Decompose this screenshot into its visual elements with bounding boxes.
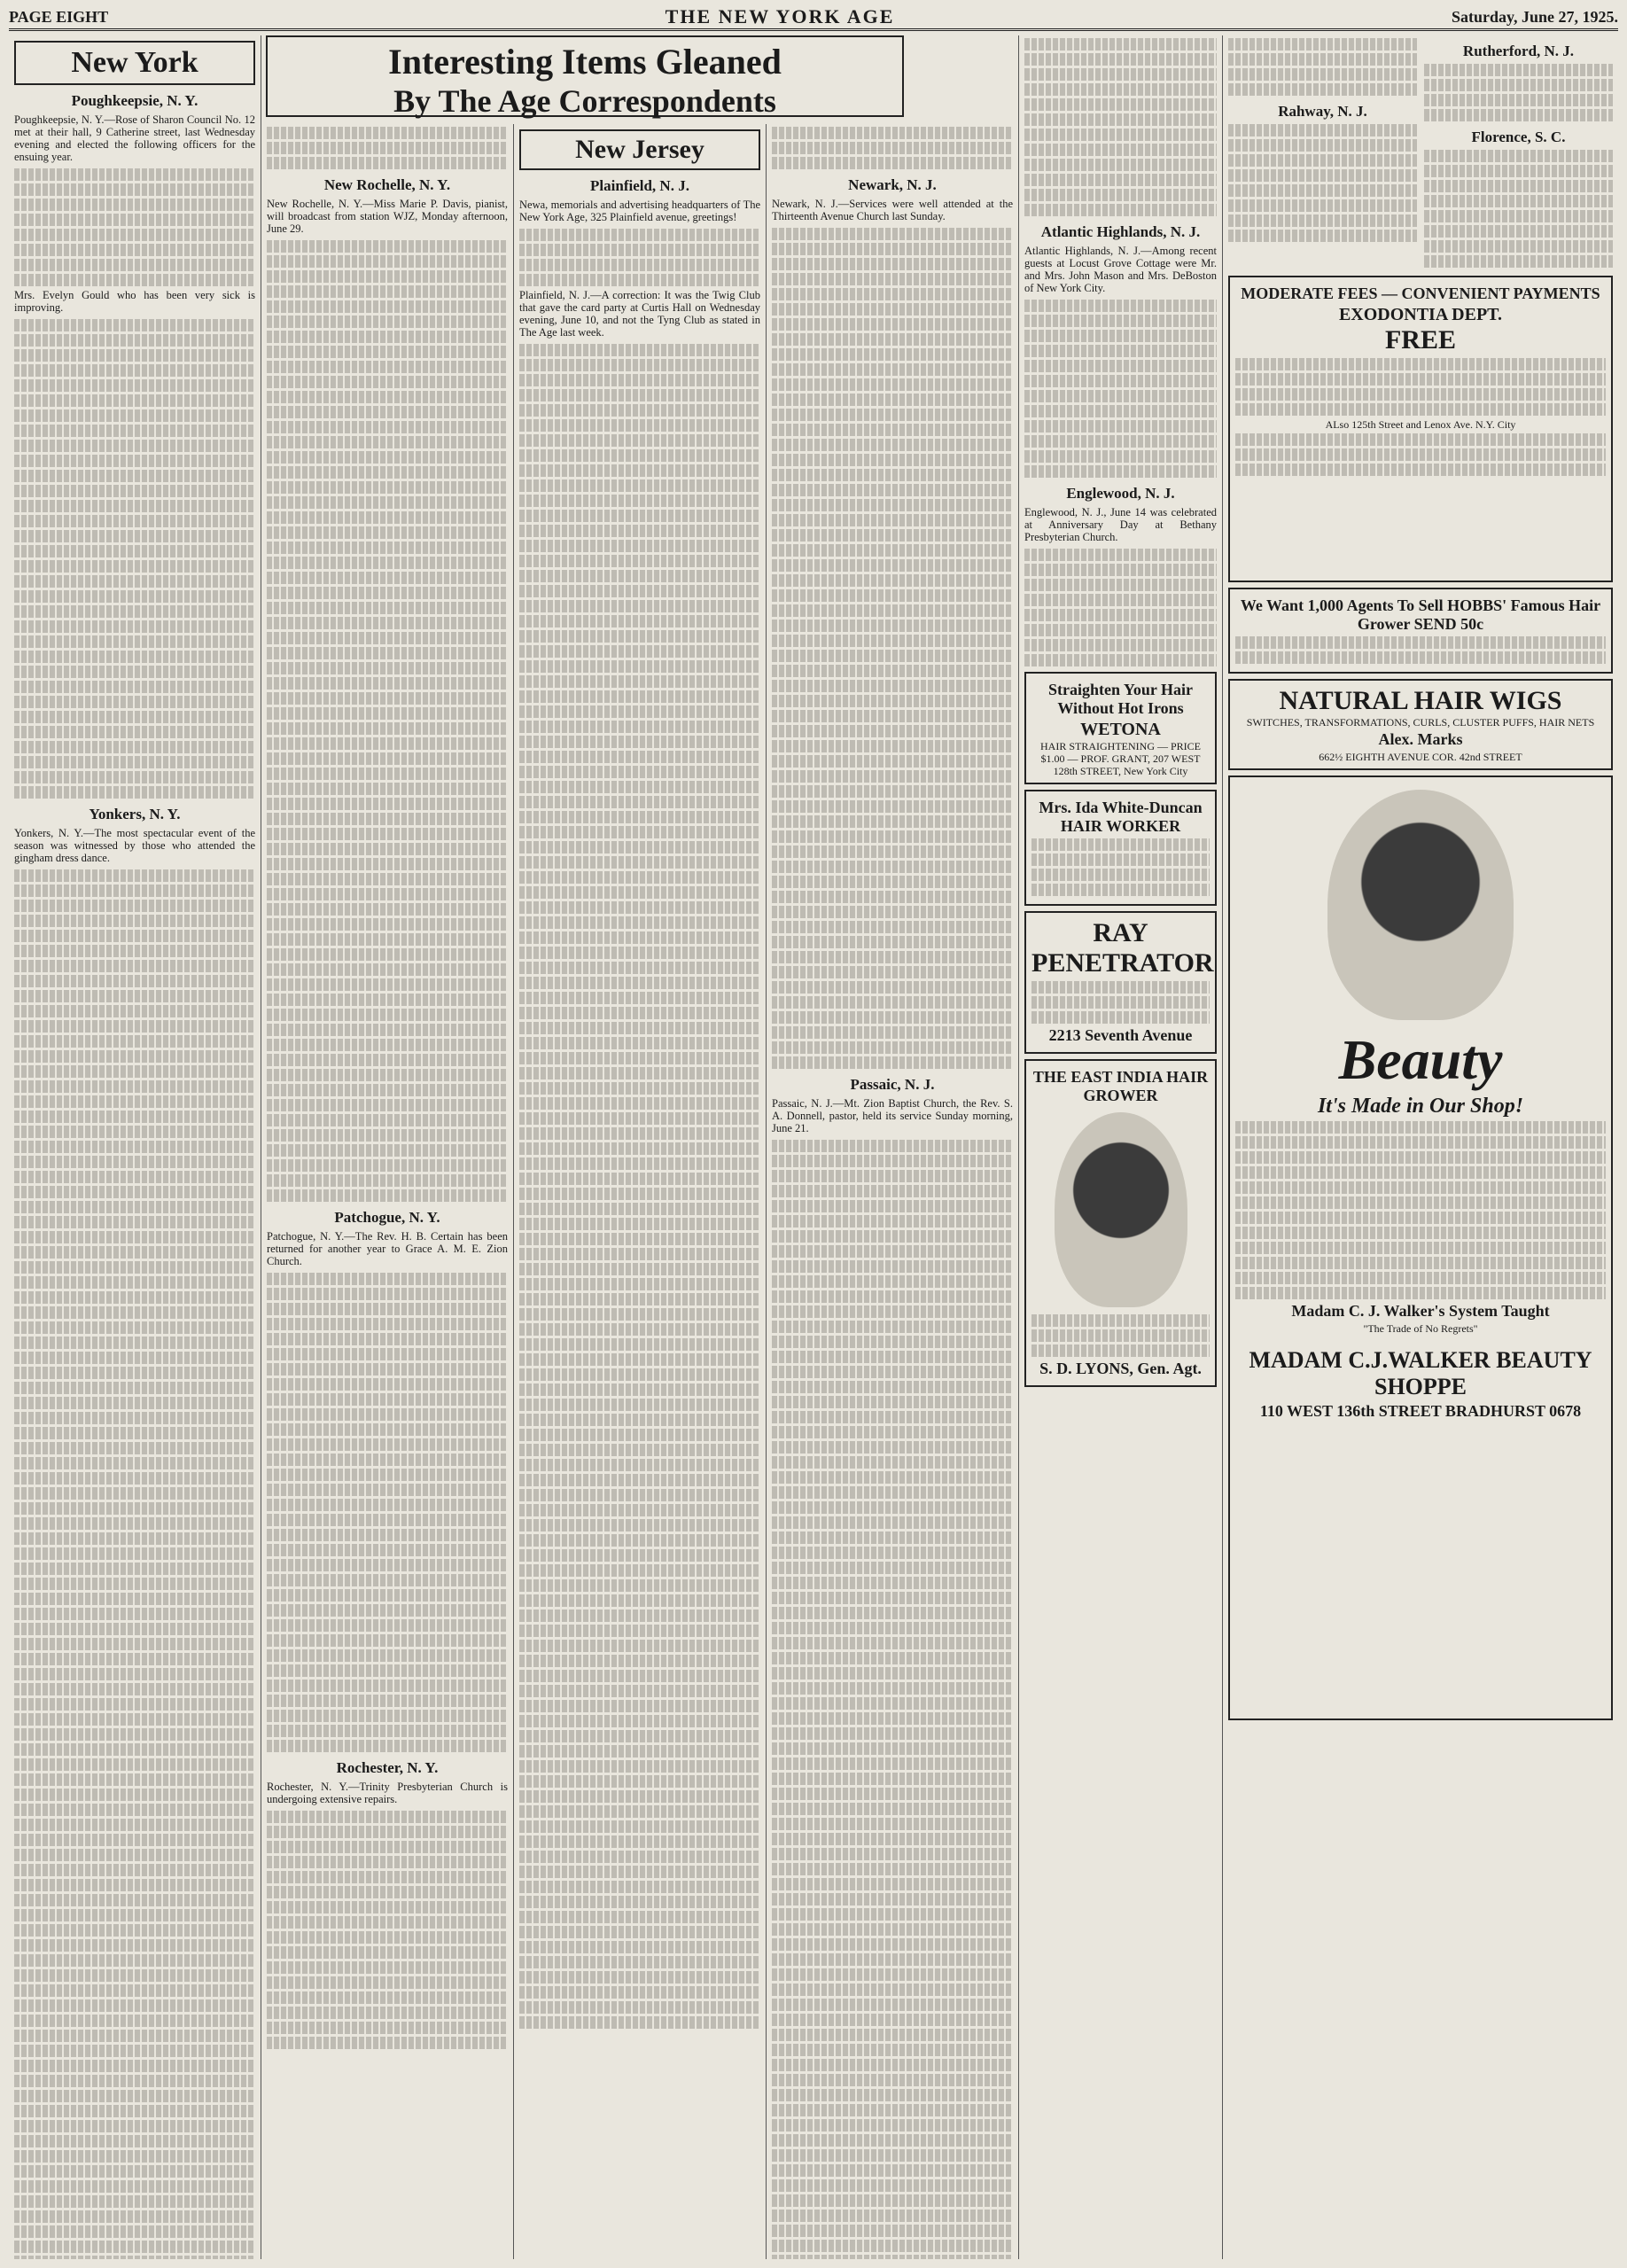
city-heading: Poughkeepsie, N. Y. (71, 92, 199, 109)
banner-line-1: Interesting Items Gleaned (388, 42, 782, 82)
ad-motto: "The Trade of No Regrets" (1363, 1322, 1478, 1335)
city-heading: Rochester, N. Y. (336, 1759, 439, 1776)
ad-text: HAIR STRAIGHTENING — PRICE $1.00 — PROF. GRANT, 207 WEST 128th STREET, New York City (1040, 740, 1201, 777)
ad-title: NATURAL HAIR WIGS (1279, 686, 1562, 715)
article-text: Newark, N. J.—Services were well attended at the Thirteenth Avenue Church last Sunday. (772, 198, 1013, 222)
column-6 (1223, 35, 1618, 2259)
ad-title: We Want 1,000 Agents To Sell HOBBS' Famous Hair Grower SEND 50c (1240, 596, 1601, 633)
column-4 (767, 35, 1019, 2259)
state-heading: New Jersey (519, 129, 760, 170)
masthead (9, 5, 1618, 31)
article-text: Poughkeepsie, N. Y.—Rose of Sharon Council No. 12 met at their hall, 9 Catherine street, last Wednesday evening and elected the following officers for the ensuing year. (14, 113, 255, 163)
city-heading: Atlantic Highlands, N. J. (1040, 223, 1201, 240)
city-heading: Florence, S. C. (1471, 129, 1566, 145)
ad-brand: WETONA (1080, 720, 1161, 739)
ad-title: Straighten Your Hair Without Hot Irons (1047, 681, 1193, 717)
hobbs-ad (1228, 588, 1613, 674)
ad-address: ALso 125th Street and Lenox Ave. N.Y. City (1325, 418, 1516, 431)
column-5 (1019, 35, 1223, 2259)
ad-address: 662½ EIGHTH AVENUE COR. 42nd STREET (1319, 751, 1522, 763)
article-text: Patchogue, N. Y.—The Rev. H. B. Certain has been returned for another year to Grace A. M. E. Zion Church. (267, 1230, 508, 1267)
east-india-hair-grower-ad (1024, 1059, 1217, 1387)
paper-title: THE NEW YORK AGE (665, 5, 895, 27)
banner-line-2: By The Age Correspondents (393, 83, 776, 119)
walker-beauty-ad (1228, 775, 1613, 1720)
ad-title: THE EAST INDIA HAIR GROWER (1032, 1068, 1209, 1104)
article-text: Newa, memorials and advertising headquarters of The New York Age, 325 Plainfield avenue, greetings! (519, 199, 760, 223)
dental-ad (1228, 276, 1613, 582)
ad-address: 110 WEST 136th STREET BRADHURST 0678 (1259, 1402, 1582, 1420)
ray-penetrator-ad (1024, 911, 1217, 1054)
city-heading: Patchogue, N. Y. (334, 1209, 440, 1226)
ad-free: FREE (1384, 325, 1456, 355)
article-text: Yonkers, N. Y.—The most spectacular event of the season was witnessed by those who attended the gingham dress dance. (14, 827, 255, 864)
city-heading: Newark, N. J. (848, 176, 937, 193)
ad-title: Mrs. Ida White-Duncan HAIR WORKER (1039, 799, 1203, 835)
column-2 (261, 124, 514, 2259)
white-duncan-ad (1024, 790, 1217, 906)
ad-owner: Alex. Marks (1378, 730, 1463, 748)
ad-shop-name: MADAM C.J.WALKER BEAUTY SHOPPE (1249, 1347, 1592, 1399)
woman-portrait-image (1327, 790, 1514, 1020)
ad-beauty-word: Beauty (1338, 1028, 1503, 1091)
article-text: Englewood, N. J., June 14 was celebrated at Anniversary Day at Bethany Presbyterian Church. (1024, 506, 1217, 543)
ad-dept: EXODONTIA DEPT. (1338, 305, 1503, 324)
city-heading: Passaic, N. J. (850, 1076, 935, 1093)
city-heading: Plainfield, N. J. (590, 177, 689, 194)
article-text: Plainfield, N. J.—A correction: It was the Twig Club that gave the card party at Curtis Hall on Wednesday evening, June 10, and not the Tyng Club as stated in The Age last week. (519, 289, 760, 339)
issue-date: Saturday, June 27, 1925. (1451, 7, 1618, 26)
article-text: Passaic, N. J.—Mt. Zion Baptist Church, the Rev. S. A. Donnell, pastor, held its service Sunday morning, June 21. (772, 1097, 1013, 1134)
ad-address: 2213 Seventh Avenue (1048, 1026, 1193, 1044)
ad-sub: SWITCHES, TRANSFORMATIONS, CURLS, CLUSTER PUFFS, HAIR NETS (1246, 716, 1595, 729)
article-text: Mrs. Evelyn Gould who has been very sick is improving. (14, 289, 255, 314)
city-heading: New Rochelle, N. Y. (323, 176, 451, 193)
page-number: PAGE EIGHT (9, 7, 109, 26)
hair-wigs-ad (1228, 679, 1613, 770)
city-heading: Englewood, N. J. (1066, 485, 1175, 502)
ad-agent: S. D. LYONS, Gen. Agt. (1039, 1360, 1202, 1377)
ad-system: Madam C. J. Walker's System Taught (1291, 1302, 1550, 1320)
article-text: Rochester, N. Y.—Trinity Presbyterian Church is undergoing extensive repairs. (267, 1781, 508, 1805)
wetona-ad (1024, 672, 1217, 784)
city-heading: Rahway, N. J. (1278, 103, 1367, 120)
ad-title: MODERATE FEES — CONVENIENT PAYMENTS (1241, 284, 1600, 302)
woman-portrait-image (1055, 1112, 1187, 1307)
column-3 (514, 124, 767, 2259)
ad-brand: RAY PENETRATOR (1031, 918, 1214, 978)
state-heading: New York (14, 41, 255, 85)
article-text: New Rochelle, N. Y.—Miss Marie P. Davis, pianist, will broadcast from station WJZ, Monday afternoon, June 29. (267, 198, 508, 235)
city-heading: Yonkers, N. Y. (89, 806, 181, 822)
city-heading: Rutherford, N. J. (1462, 43, 1575, 59)
ad-tagline: It's Made in Our Shop! (1317, 1095, 1524, 1118)
article-text: Atlantic Highlands, N. J.—Among recent guests at Locust Grove Cottage were Mr. and Mrs. John Mason and Mrs. DeBoston of New York City. (1024, 245, 1217, 294)
column-1 (9, 35, 261, 2259)
